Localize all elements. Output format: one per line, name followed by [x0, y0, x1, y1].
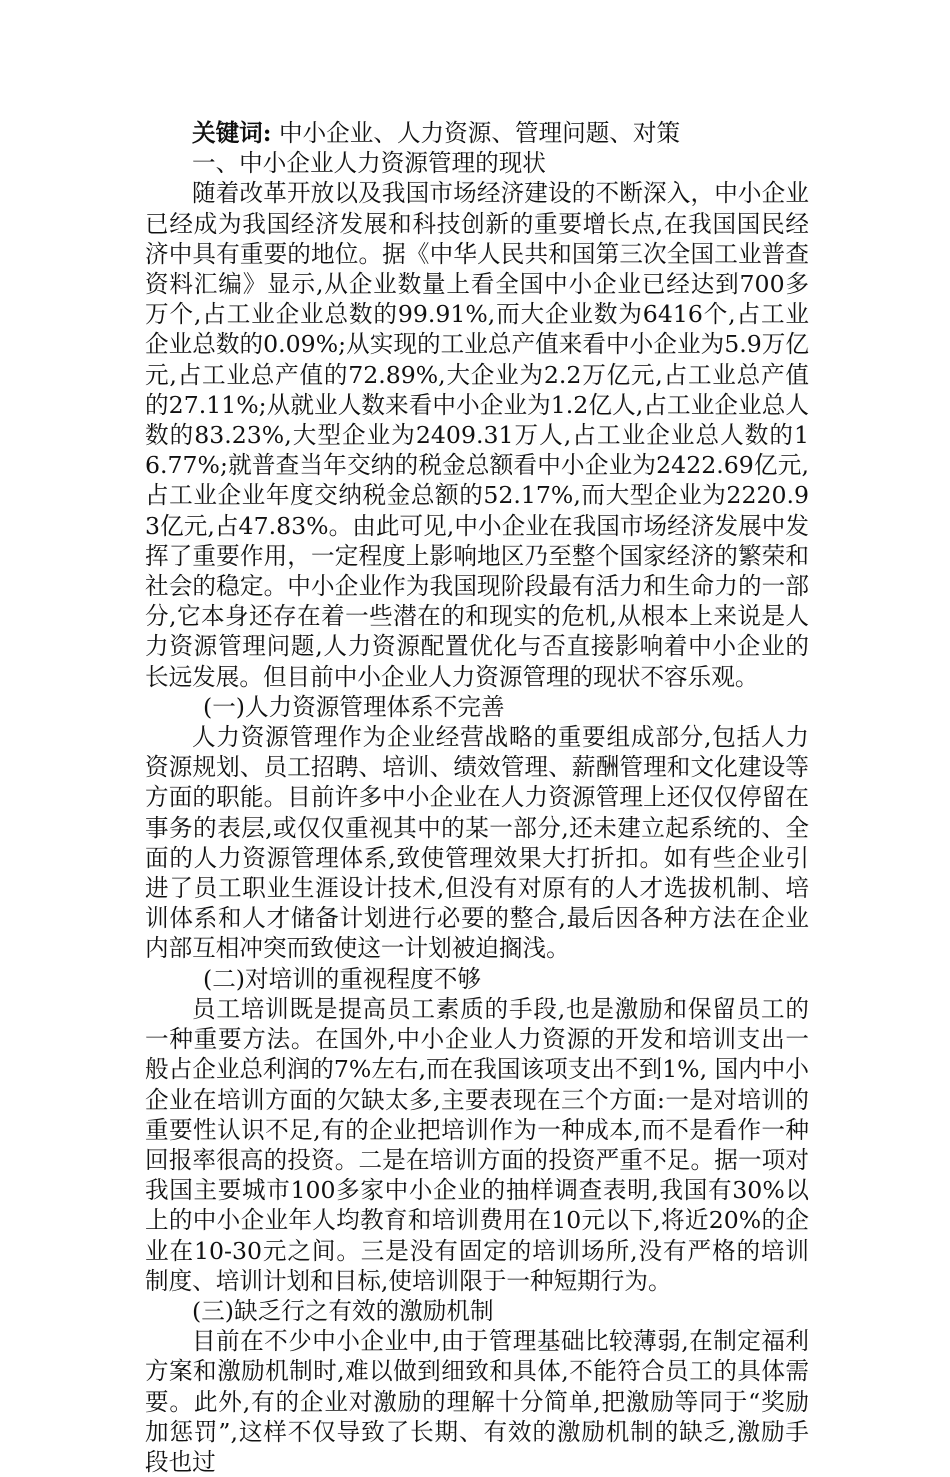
subsection-paragraph-3: 目前在不少中小企业中,由于管理基础比较薄弱,在制定福利方案和激励机制时,难以做到细致和具体,不能符合员工的具体需要。此外,有的企业对激励的理解十分简单,把激励等同于“奖励加惩罚”,这样不仅导致了长期、有效的激励机制的缺乏,激励手段也过: [145, 1327, 809, 1476]
document-body: [145, 118, 809, 1477]
subsection-heading-1: (一)人力资源管理体系不完善: [203, 692, 505, 721]
subsection-heading-3: (三)缺乏行之有效的激励机制: [192, 1296, 494, 1325]
keywords-text: 中小企业、人力资源、管理问题、对策: [271, 119, 681, 147]
subsection-paragraph-2: 员工培训既是提高员工素质的手段,也是激励和保留员工的一种重要方法。在国外,中小企业人力资源的开发和培训支出一般占企业总利润的7%左右,而在我国该项支出不到1%, 国内中小企业在培训方面的欠缺太多,主要表现在三个方面:一是对培训的重要性认识不足,有的企业把培训作为一种成本,而不是看作一种回报率很高的投资。二是在培训方面的投资严重不足。据一项对我国主要城市100多家中小企业的抽样调查表明,我国有30%以上的中小企业年人均教育和培训费用在10元以下,将近20%的企业在10-30元之间。三是没有固定的培训场所,没有严格的培训制度、培训计划和目标,使培训限于一种短期行为。: [145, 994, 809, 1295]
keywords-label: 关键词:: [192, 119, 272, 147]
subsection-paragraph-1: 人力资源管理作为企业经营战略的重要组成部分,包括人力资源规划、员工招聘、培训、绩效管理、薪酬管理和文化建设等方面的职能。目前许多中小企业在人力资源管理上还仅仅停留在事务的表层,或仅仅重视其中的某一部分,还未建立起系统的、全面的人力资源管理体系,致使管理效果大打折扣。如有些企业引进了员工职业生涯设计技术,但没有对原有的人才选拔机制、培训体系和人才储备计划进行必要的整合,最后因各种方法在企业内部互相冲突而致使这一计划被迫搁浅。: [145, 723, 809, 963]
section-heading: 一、中小企业人力资源管理的现状: [192, 149, 546, 178]
subsection-heading-2: (二)对培训的重视程度不够: [203, 964, 481, 993]
keywords-line: [145, 118, 809, 148]
intro-paragraph: 随着改革开放以及我国市场经济建设的不断深入，中小企业已经成为我国经济发展和科技创新的重要增长点,在我国国民经济中具有重要的地位。据《中华人民共和国第三次全国工业普查资料汇编》显示,从企业数量上看全国中小企业已经达到700多万个,占工业企业总数的99.91%,而大企业数为6416个,占工业企业总数的0.09%;从实现的工业总产值来看中小企业为5.9万亿元,占工业总产值的72.89%,大企业为2.2万亿元,占工业总产值的27.11%;从就业人数来看中小企业为1.2亿人,占工业企业总人数的83.23%,大型企业为2409.31万人,占工业企业总人数的16.77%;就普查当年交纳的税金总额看中小企业为2422.69亿元,占工业企业年度交纳税金总额的52.17%,而大型企业为2220.93亿元,占47.83%。由此可见,中小企业在我国市场经济发展中发挥了重要作用，一定程度上影响地区乃至整个国家经济的繁荣和社会的稳定。中小企业作为我国现阶段最有活力和生命力的一部分,它本身还存在着一些潜在的和现实的危机,从根本上来说是人力资源管理问题,人力资源配置优化与否直接影响着中小企业的长远发展。但目前中小企业人力资源管理的现状不容乐观。: [145, 179, 809, 691]
